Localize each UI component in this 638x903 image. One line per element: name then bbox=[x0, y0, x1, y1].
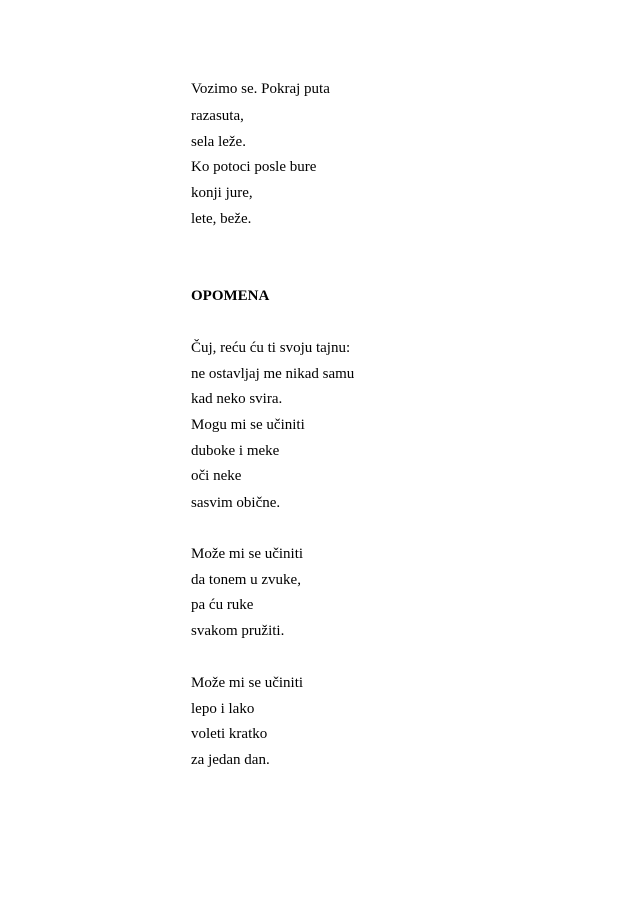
poem-line: pa ću ruke bbox=[191, 597, 254, 613]
poem-title: OPOMENA bbox=[191, 288, 270, 304]
poem-line: ne ostavljaj me nikad samu bbox=[191, 366, 355, 382]
poem-line: konji jure, bbox=[191, 185, 253, 201]
poem-line: svakom pružiti. bbox=[191, 623, 285, 639]
poem-line: Ko potoci posle bure bbox=[191, 159, 317, 175]
poem-line: sasvim obične. bbox=[191, 495, 281, 511]
poem-line: da tonem u zvuke, bbox=[191, 572, 301, 588]
poem-line: Vozimo se. Pokraj puta bbox=[191, 81, 330, 97]
poem-line: duboke i meke bbox=[191, 443, 280, 459]
poem-line: za jedan dan. bbox=[191, 752, 270, 768]
poem-line: lete, beže. bbox=[191, 211, 252, 227]
poem-line: Mogu mi se učiniti bbox=[191, 417, 305, 433]
poem-line: razasuta, bbox=[191, 108, 244, 124]
poem-line: Može mi se učiniti bbox=[191, 675, 304, 691]
poem-line: Čuj, reću ću ti svoju tajnu: bbox=[191, 340, 351, 356]
poem-line: Može mi se učiniti bbox=[191, 546, 304, 562]
poem-line: sela leže. bbox=[191, 134, 246, 150]
poem-line: kad neko svira. bbox=[191, 391, 283, 407]
poem-line: voleti kratko bbox=[191, 726, 268, 742]
poem-line: lepo i lako bbox=[191, 701, 255, 717]
poem-line: oči neke bbox=[191, 468, 242, 484]
